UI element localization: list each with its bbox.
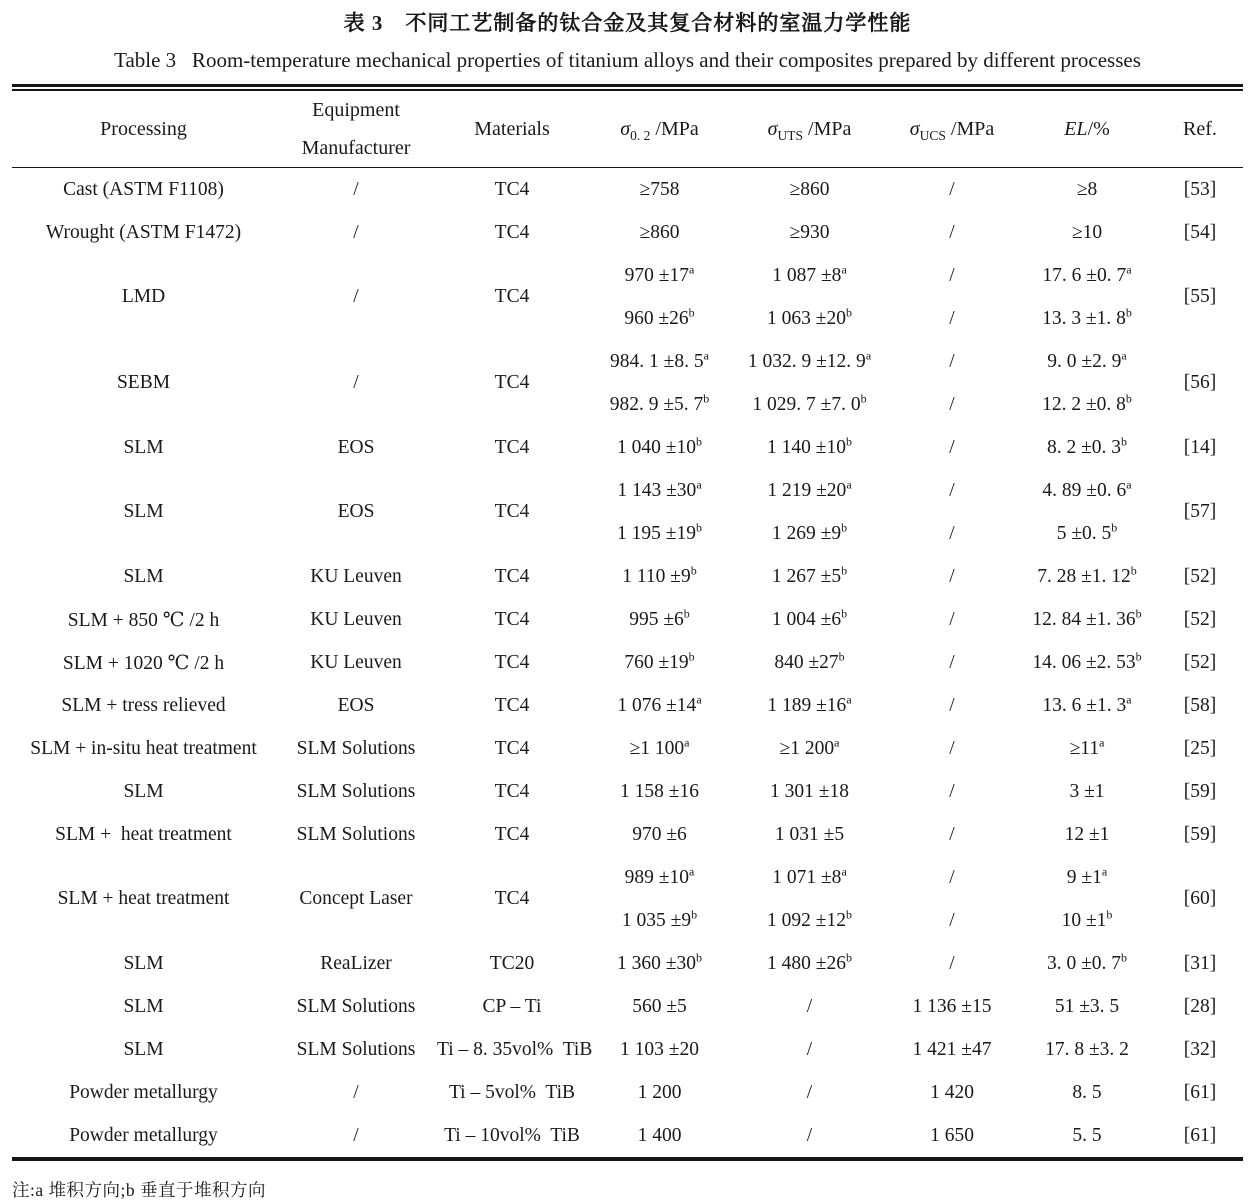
direction-superscript: b <box>688 305 695 319</box>
cell-materials: TC4 <box>494 608 530 630</box>
table-row <box>12 985 1243 1028</box>
direction-superscript: a <box>846 477 852 491</box>
direction-superscript: b <box>695 950 702 964</box>
cell-sigma-ucs: / <box>949 651 955 673</box>
header-row <box>12 91 1243 168</box>
cell-equipment-manufacturer: ReaLizer <box>320 952 392 974</box>
cell-sigma-0-2: 1 $040 \pm 10^b$ <box>617 434 702 458</box>
cell-processing: SLM + 1020 ℃ /2 h <box>62 652 225 674</box>
direction-superscript: a <box>684 735 690 749</box>
cell-sigma-ucs: 1 650 <box>930 1124 974 1146</box>
cell-el: 5 ±0. 5$^b$ <box>1056 520 1118 544</box>
table-row <box>12 254 1243 297</box>
direction-superscript: b <box>841 606 848 620</box>
cell-el: 9. 0 ±2. 9$^a$ <box>1047 348 1127 372</box>
cell-materials: TC4 <box>494 823 530 845</box>
direction-superscript: b <box>845 907 852 921</box>
cell-materials: TC4 <box>494 286 530 307</box>
table-row <box>12 684 1243 727</box>
direction-superscript: a <box>834 735 840 749</box>
cell-sigma-uts: 1 $063 \pm 20^b$ <box>767 305 852 329</box>
direction-superscript: a <box>846 692 852 706</box>
direction-superscript: b <box>838 649 845 663</box>
table-row <box>12 727 1243 770</box>
cell-sigma-ucs: / <box>949 436 955 458</box>
cell-materials: TC4 <box>494 651 530 673</box>
cell-sigma-ucs: 1 421 ±47 <box>912 1038 992 1060</box>
cell-sigma-ucs: / <box>949 393 955 415</box>
cell-el: $10 \pm 1^b$ <box>1061 907 1113 931</box>
cell-materials: Ti – 10vol% TiB <box>444 1124 580 1146</box>
table-row <box>12 1114 1243 1157</box>
cell-sigma-uts: 1 $267 \pm 5^b$ <box>771 563 848 587</box>
col-ref: Ref. <box>1183 118 1217 140</box>
cell-sigma-uts: ≥1 200$^a$ <box>779 735 840 759</box>
table-row <box>12 813 1243 856</box>
cell-ref: [59] <box>1183 780 1217 802</box>
table-footnote: 注:a 堆积方向;b 垂直于堆积方向 <box>12 1180 266 1200</box>
cell-sigma-uts: / <box>806 995 813 1017</box>
cell-el: 12. 2 ±0. 8$^b$ <box>1042 391 1132 415</box>
table-top-double-rule <box>12 84 1243 91</box>
direction-superscript: a <box>703 348 709 362</box>
cell-ref: [54] <box>1183 221 1217 243</box>
direction-superscript: b <box>845 434 852 448</box>
cell-ref: [58] <box>1183 694 1217 716</box>
cell-el: 13. 3 ±1. 8$^b$ <box>1042 305 1132 329</box>
direction-superscript: b <box>1121 950 1128 964</box>
cell-sigma-0-2: ≥1 100$^a$ <box>629 735 690 759</box>
cell-el: ≥8 <box>1076 178 1098 200</box>
cell-el: 12. 84 ±1. 36$^b$ <box>1032 606 1142 630</box>
cell-equipment-manufacturer: / <box>353 1124 359 1146</box>
cell-el: 3 ±1 <box>1069 780 1105 802</box>
direction-superscript: b <box>845 305 852 319</box>
cell-sigma-ucs: / <box>949 608 955 630</box>
cell-sigma-uts: ≥860 <box>789 178 830 200</box>
direction-superscript: b <box>845 950 852 964</box>
cell-ref: [61] <box>1183 1081 1217 1103</box>
cell-materials: TC4 <box>494 372 530 393</box>
cell-sigma-0-2: ≥758 <box>639 178 680 200</box>
direction-superscript: b <box>1125 305 1132 319</box>
table-row <box>12 1071 1243 1114</box>
cell-sigma-ucs: 1 420 <box>930 1081 974 1103</box>
cell-sigma-ucs: / <box>949 909 955 931</box>
cell-processing: SLM <box>123 501 164 522</box>
direction-superscript: a <box>1121 348 1127 362</box>
cell-el: $9 \pm 1^a$ <box>1066 864 1108 888</box>
table-header <box>12 91 1243 168</box>
direction-superscript: b <box>1111 520 1118 534</box>
cell-ref: [55] <box>1183 286 1217 307</box>
cell-sigma-0-2: 984. 1 ±8. 5$^a$ <box>610 348 709 372</box>
cell-materials: Ti – 8. 35vol% TiB <box>437 1038 593 1060</box>
cell-equipment-manufacturer: / <box>353 1081 359 1103</box>
cell-el: 4. 89 ±0. 6$^a$ <box>1042 477 1132 501</box>
direction-superscript: b <box>860 391 867 405</box>
cell-equipment-manufacturer: SLM Solutions <box>296 823 416 845</box>
cell-sigma-0-2: 1 $143 \pm 30^a$ <box>617 477 702 501</box>
cell-sigma-ucs: / <box>949 866 955 888</box>
cell-sigma-uts: 1 $092 \pm 12^b$ <box>767 907 852 931</box>
cell-el: 17. 8 ±3. 2 <box>1045 1038 1129 1060</box>
cell-sigma-ucs: / <box>949 264 955 286</box>
cell-el: 51 ±3. 5 <box>1054 995 1120 1017</box>
cell-equipment-manufacturer: / <box>353 178 359 200</box>
cell-processing: SLM + heat treatment <box>55 823 232 845</box>
cell-sigma-uts: $840 \pm 27^b$ <box>774 649 845 673</box>
direction-superscript: a <box>689 864 695 878</box>
direction-superscript: b <box>1106 907 1113 921</box>
cell-equipment-manufacturer: KU Leuven <box>310 565 402 587</box>
table-row <box>12 770 1243 813</box>
cell-el: 8. 2 ±0. 3$^b$ <box>1046 434 1128 458</box>
cell-ref: [61] <box>1183 1124 1217 1146</box>
direction-superscript: a <box>696 692 702 706</box>
table-row <box>12 168 1243 212</box>
cell-sigma-0-2: 1 400 <box>637 1124 682 1146</box>
cell-ref: [14] <box>1183 436 1217 458</box>
cell-materials: TC4 <box>494 694 530 716</box>
cell-sigma-uts: 1 $071 \pm 8^a$ <box>772 864 847 888</box>
direction-superscript: b <box>1135 606 1142 620</box>
cell-processing: SLM <box>123 436 164 458</box>
col-equipment-manufacturer: Equipment Manufacturer <box>301 99 411 159</box>
direction-superscript: b <box>1130 563 1137 577</box>
table-row <box>12 641 1243 684</box>
cell-ref: [52] <box>1183 651 1217 673</box>
col-sigma-uts-mpa: $\sigma_{UTS}$ /MPa <box>767 118 852 143</box>
cell-ref: [57] <box>1183 501 1217 522</box>
cell-sigma-ucs: / <box>949 350 955 372</box>
cell-sigma-uts: 1 $189 \pm 16^a$ <box>767 692 852 716</box>
direction-superscript: b <box>1125 391 1132 405</box>
table-row <box>12 598 1243 641</box>
cell-sigma-0-2: 1 200 <box>637 1081 682 1103</box>
cell-sigma-ucs: / <box>949 737 955 759</box>
cell-equipment-manufacturer: SLM Solutions <box>296 780 416 802</box>
cell-sigma-uts: 1 $269 \pm 9^b$ <box>771 520 848 544</box>
cell-sigma-0-2: 1 $360 \pm 30^b$ <box>617 950 702 974</box>
col-materials: Materials <box>474 118 550 140</box>
direction-superscript: b <box>695 434 702 448</box>
cell-sigma-ucs: / <box>949 952 955 974</box>
table-row <box>12 426 1243 469</box>
table-title-english: Table 3 Room-temperature mechanical properties of titanium alloys and their composites prepared by different processes <box>114 48 1141 72</box>
table-row <box>12 942 1243 985</box>
cell-sigma-ucs: / <box>949 307 955 329</box>
direction-superscript: b <box>1135 649 1142 663</box>
cell-equipment-manufacturer: SLM Solutions <box>296 1038 416 1060</box>
cell-materials: TC4 <box>494 436 530 458</box>
direction-superscript: a <box>841 262 847 276</box>
cell-sigma-ucs: / <box>949 479 955 501</box>
table-row <box>12 469 1243 512</box>
direction-superscript: b <box>1121 434 1128 448</box>
cell-equipment-manufacturer: / <box>353 372 359 393</box>
cell-sigma-uts: 1 $140 \pm 10^b$ <box>767 434 852 458</box>
cell-sigma-0-2: 970 ±6 <box>632 823 687 845</box>
direction-superscript: a <box>696 477 702 491</box>
mechanical-properties-table <box>12 91 1243 1157</box>
cell-sigma-0-2: 1 $110 \pm 9^b$ <box>622 563 697 587</box>
direction-superscript: a <box>689 262 695 276</box>
cell-sigma-0-2: $960 \pm 26^b$ <box>624 305 695 329</box>
cell-sigma-uts: 1 032. 9 ±12. 9$^a$ <box>747 348 872 372</box>
cell-processing: SLM <box>123 995 164 1017</box>
cell-sigma-0-2: $995 \pm 6^b$ <box>629 606 690 630</box>
cell-materials: TC4 <box>494 221 530 243</box>
cell-equipment-manufacturer: Concept Laser <box>299 888 413 909</box>
cell-processing: Wrought (ASTM F1472) <box>45 221 242 243</box>
cell-materials: Ti – 5vol% TiB <box>448 1081 576 1103</box>
cell-sigma-0-2: $970 \pm 17^a$ <box>624 262 695 286</box>
cell-materials: TC4 <box>494 565 530 587</box>
cell-sigma-ucs: / <box>949 694 955 716</box>
cell-equipment-manufacturer: KU Leuven <box>310 651 402 673</box>
cell-materials: CP – Ti <box>482 995 542 1017</box>
direction-superscript: a <box>1126 477 1132 491</box>
table-row <box>12 340 1243 383</box>
cell-sigma-uts: 1 $087 \pm 8^a$ <box>772 262 847 286</box>
cell-sigma-uts: ≥930 <box>789 221 830 243</box>
cell-ref: [25] <box>1183 737 1217 759</box>
cell-ref: [31] <box>1183 952 1217 974</box>
direction-superscript: a <box>841 864 847 878</box>
cell-sigma-0-2: $989 \pm 10^a$ <box>624 864 695 888</box>
cell-sigma-0-2: 1 $195 \pm 19^b$ <box>617 520 702 544</box>
col-el-percent: EL/% <box>1064 118 1110 140</box>
direction-superscript: b <box>695 520 702 534</box>
cell-ref: [53] <box>1183 178 1217 200</box>
cell-sigma-ucs: / <box>949 522 955 544</box>
table-bottom-rule <box>12 1157 1243 1161</box>
direction-superscript: a <box>1126 692 1132 706</box>
direction-superscript: b <box>690 563 697 577</box>
table-row <box>12 555 1243 598</box>
cell-sigma-uts: / <box>806 1081 813 1103</box>
cell-sigma-uts: 1 301 ±18 <box>770 780 849 802</box>
cell-sigma-0-2: 1 $076 \pm 14^a$ <box>617 692 702 716</box>
table-row <box>12 1028 1243 1071</box>
cell-sigma-0-2: 1 103 ±20 <box>620 1038 699 1060</box>
cell-ref: [56] <box>1183 372 1217 393</box>
cell-sigma-0-2: $760 \pm 19^b$ <box>624 649 695 673</box>
cell-processing: SLM <box>123 565 164 587</box>
table-body <box>12 168 1243 1158</box>
direction-superscript: a <box>1101 864 1108 878</box>
cell-sigma-ucs: / <box>949 178 955 200</box>
cell-sigma-uts: 1 $219 \pm 20^a$ <box>767 477 852 501</box>
cell-sigma-0-2: 1 $035 \pm 9^b$ <box>621 907 698 931</box>
cell-processing: SLM <box>123 780 164 802</box>
direction-superscript: b <box>683 606 690 620</box>
cell-ref: [28] <box>1183 995 1217 1017</box>
cell-equipment-manufacturer: EOS <box>337 436 375 458</box>
cell-sigma-ucs: / <box>949 221 955 243</box>
cell-equipment-manufacturer: EOS <box>337 694 375 716</box>
cell-ref: [32] <box>1183 1038 1217 1060</box>
cell-el: $\ge 11^a$ <box>1069 735 1105 759</box>
cell-sigma-ucs: 1 136 ±15 <box>912 995 992 1017</box>
cell-el: 14. 06 ±2. 53$^b$ <box>1032 649 1142 673</box>
cell-equipment-manufacturer: / <box>353 221 359 243</box>
cell-el: 12 ±1 <box>1064 823 1110 845</box>
col-processing: Processing <box>100 118 187 140</box>
cell-processing: SLM <box>123 952 164 974</box>
direction-superscript: b <box>841 563 848 577</box>
cell-materials: TC4 <box>494 737 530 759</box>
cell-processing: Cast (ASTM F1108) <box>63 178 224 200</box>
cell-sigma-uts: 1 029. 7 ±7. 0$^b$ <box>752 391 867 415</box>
direction-superscript: a <box>865 348 872 362</box>
cell-sigma-uts: / <box>806 1124 813 1146</box>
table-row <box>12 856 1243 899</box>
cell-processing: Powder metallurgy <box>69 1124 218 1146</box>
cell-materials: TC4 <box>494 780 530 802</box>
cell-el: 3. 0 ±0. 7$^b$ <box>1046 950 1128 974</box>
cell-el: 13. 6 ±1. 3$^a$ <box>1042 692 1132 716</box>
cell-sigma-0-2: 1 158 ±16 <box>620 780 699 802</box>
cell-el: 5. 5 <box>1072 1124 1102 1146</box>
cell-sigma-ucs: / <box>949 823 955 845</box>
cell-sigma-ucs: / <box>949 565 955 587</box>
cell-materials: TC20 <box>489 952 535 974</box>
cell-equipment-manufacturer: / <box>353 286 359 307</box>
direction-superscript: a <box>1126 262 1132 276</box>
cell-processing: Powder metallurgy <box>69 1081 218 1103</box>
cell-processing: SLM + tress relieved <box>61 694 226 716</box>
cell-sigma-0-2: ≥860 <box>639 221 680 243</box>
cell-equipment-manufacturer: SLM Solutions <box>296 737 416 759</box>
cell-sigma-uts: / <box>806 1038 813 1060</box>
cell-processing: LMD <box>121 286 166 307</box>
cell-materials: TC4 <box>494 501 530 522</box>
cell-el: 7. 28 ±1. 12$^b$ <box>1037 563 1137 587</box>
direction-superscript: a <box>1099 735 1105 749</box>
cell-sigma-uts: 1 031 ±5 <box>774 823 845 845</box>
cell-materials: TC4 <box>494 888 530 909</box>
cell-processing: SLM + 850 ℃ /2 h <box>67 609 220 631</box>
cell-el: 17. 6 ±0. 7$^a$ <box>1042 262 1132 286</box>
cell-ref: [52] <box>1183 565 1217 587</box>
cell-sigma-0-2: 982. 9 ±5. 7$^b$ <box>609 391 710 415</box>
table-row <box>12 211 1243 254</box>
cell-ref: [59] <box>1183 823 1217 845</box>
cell-processing: SLM + in-situ heat treatment <box>30 737 257 759</box>
cell-equipment-manufacturer: KU Leuven <box>310 608 402 630</box>
direction-superscript: b <box>703 391 710 405</box>
cell-el: ≥10 <box>1071 221 1103 243</box>
cell-ref: [52] <box>1183 608 1217 630</box>
cell-ref: [60] <box>1183 888 1217 909</box>
table-title-chinese: 表 3 不同工艺制备的钛合金及其复合材料的室温力学性能 <box>343 11 912 35</box>
cell-processing: SEBM <box>116 372 171 393</box>
cell-equipment-manufacturer: EOS <box>337 501 375 522</box>
cell-sigma-ucs: / <box>949 780 955 802</box>
direction-superscript: b <box>691 907 698 921</box>
cell-processing: SLM + heat treatment <box>57 888 230 909</box>
cell-sigma-uts: 1 $004 \pm 6^b$ <box>771 606 848 630</box>
cell-materials: TC4 <box>494 178 530 200</box>
col-sigma-0-2-mpa: $\sigma_{0. 2}$ /MPa <box>620 118 699 143</box>
cell-sigma-uts: 1 $480 \pm 26^b$ <box>767 950 852 974</box>
direction-superscript: b <box>841 520 848 534</box>
cell-sigma-0-2: 560 ±5 <box>632 995 687 1017</box>
cell-processing: SLM <box>123 1038 164 1060</box>
cell-equipment-manufacturer: SLM Solutions <box>296 995 416 1017</box>
direction-superscript: b <box>688 649 695 663</box>
col-sigma-ucs-mpa: $\sigma_{UCS}$ /MPa <box>909 118 995 143</box>
cell-el: 8. 5 <box>1072 1081 1102 1103</box>
